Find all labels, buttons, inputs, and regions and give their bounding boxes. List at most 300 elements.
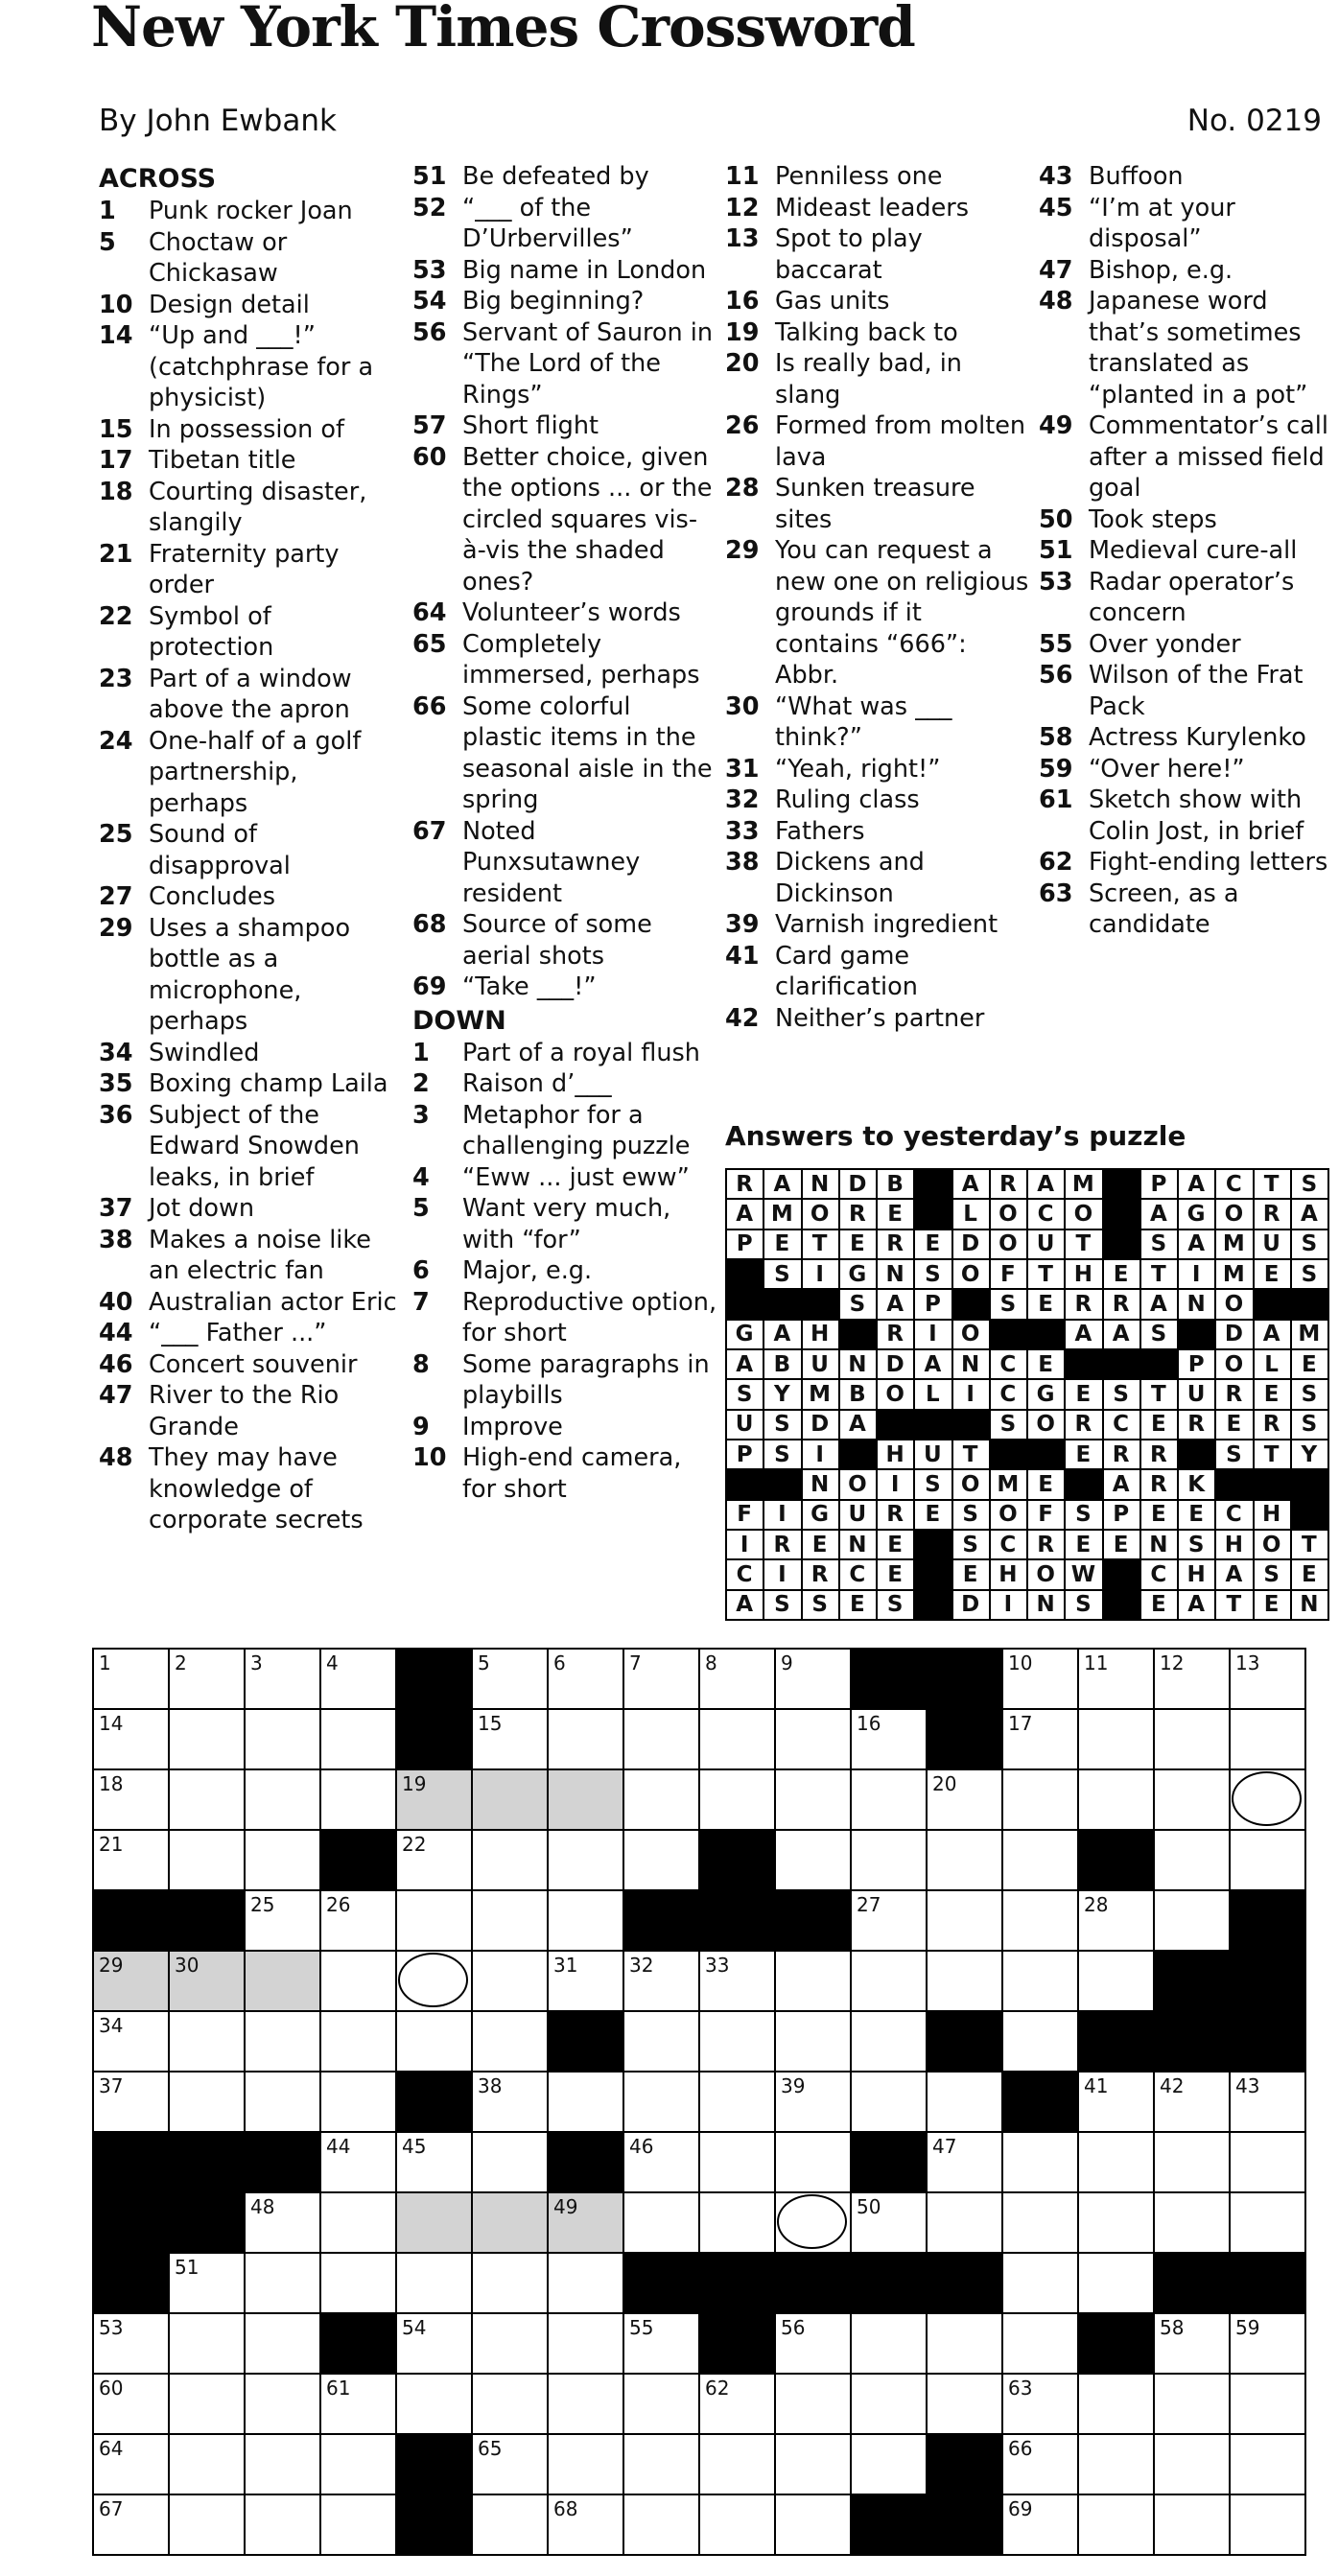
grid-cell[interactable] xyxy=(245,2374,320,2434)
grid-cell[interactable] xyxy=(623,2072,699,2132)
grid-cell[interactable] xyxy=(396,2192,472,2253)
grid-cell[interactable] xyxy=(169,2313,245,2374)
grid-cell[interactable] xyxy=(320,2374,396,2434)
grid-cell[interactable] xyxy=(775,2072,851,2132)
clue-number: 27 xyxy=(99,882,133,911)
grid-cell[interactable] xyxy=(1078,1649,1154,1709)
grid-cell[interactable] xyxy=(1230,2313,1305,2374)
grid-cell[interactable] xyxy=(472,2072,548,2132)
answer-row xyxy=(726,1199,1328,1229)
answer-letter: E xyxy=(1027,1349,1065,1379)
grid-cell[interactable] xyxy=(1002,2011,1078,2072)
grid-cell[interactable] xyxy=(699,2011,775,2072)
answer-black-square xyxy=(1103,1590,1140,1620)
grid-cell[interactable] xyxy=(548,2494,623,2555)
grid-cell[interactable] xyxy=(320,1890,396,1951)
grid-cell[interactable] xyxy=(623,1709,699,1769)
answer-black-square xyxy=(802,1289,839,1319)
grid-cell[interactable] xyxy=(320,1649,396,1709)
grid-cell[interactable] xyxy=(548,2072,623,2132)
grid-cell[interactable] xyxy=(699,2494,775,2555)
grid-cell[interactable] xyxy=(1154,1649,1230,1709)
grid-cell[interactable] xyxy=(1002,2494,1078,2555)
grid-cell[interactable] xyxy=(472,2253,548,2313)
grid-cell[interactable] xyxy=(320,2494,396,2555)
grid-row xyxy=(93,2494,1305,2555)
grid-cell[interactable] xyxy=(93,2494,169,2555)
answer-letter: G xyxy=(726,1320,763,1349)
cell-number: 65 xyxy=(478,2437,503,2460)
circle-marker xyxy=(398,1953,468,2007)
answer-letter: P xyxy=(1140,1169,1178,1199)
answer-letter: E xyxy=(1065,1440,1102,1469)
grid-cell[interactable] xyxy=(775,1830,851,1890)
clue-down-59 xyxy=(1039,754,1339,785)
answer-letter: S xyxy=(952,1500,990,1530)
grid-cell[interactable] xyxy=(623,1830,699,1890)
grid-cell[interactable] xyxy=(93,1951,169,2011)
answer-letter: F xyxy=(990,1259,1027,1289)
grid-cell[interactable] xyxy=(93,2374,169,2434)
grid-cell[interactable] xyxy=(851,2313,927,2374)
grid-cell[interactable] xyxy=(320,2011,396,2072)
answer-letter: C xyxy=(1215,1169,1253,1199)
clue-text: Spot to play baccarat xyxy=(775,224,923,285)
grid-cell[interactable] xyxy=(1154,2072,1230,2132)
grid-cell[interactable] xyxy=(699,2374,775,2434)
grid-cell[interactable] xyxy=(623,2494,699,2555)
clue-text: Dickens and Dickinson xyxy=(775,848,925,908)
grid-cell[interactable] xyxy=(623,2192,699,2253)
clue-text: Jot down xyxy=(149,1194,255,1223)
clue-across-21 xyxy=(99,539,404,601)
clue-down-33 xyxy=(725,816,1030,848)
grid-cell[interactable] xyxy=(548,1890,623,1951)
grid-cell[interactable] xyxy=(169,2011,245,2072)
grid-cell[interactable] xyxy=(851,2374,927,2434)
grid-cell[interactable] xyxy=(775,1951,851,2011)
grid-cell[interactable] xyxy=(93,2011,169,2072)
clue-down-26 xyxy=(725,410,1030,473)
answer-black-square xyxy=(839,1320,877,1349)
black-square xyxy=(169,2132,245,2192)
grid-cell[interactable] xyxy=(245,2434,320,2494)
grid-cell[interactable] xyxy=(1078,2434,1154,2494)
grid-cell[interactable] xyxy=(396,2313,472,2374)
grid-cell[interactable] xyxy=(775,1649,851,1709)
grid-cell[interactable] xyxy=(699,2434,775,2494)
grid-cell[interactable] xyxy=(851,1769,927,1830)
clue-across-14 xyxy=(99,320,404,414)
grid-cell[interactable] xyxy=(1078,1709,1154,1769)
grid-cell[interactable] xyxy=(548,2192,623,2253)
grid-cell[interactable] xyxy=(548,2253,623,2313)
grid-cell[interactable] xyxy=(472,2313,548,2374)
grid-cell[interactable] xyxy=(851,2434,927,2494)
grid-cell[interactable] xyxy=(1002,1830,1078,1890)
clue-text: Big name in London xyxy=(462,255,707,285)
grid-cell[interactable] xyxy=(169,2494,245,2555)
cell-number: 9 xyxy=(781,1651,793,1674)
grid-cell[interactable] xyxy=(245,2313,320,2374)
grid-cell[interactable] xyxy=(1078,2132,1154,2192)
clue-number: 20 xyxy=(725,349,760,378)
grid-cell[interactable] xyxy=(623,2434,699,2494)
grid-cell[interactable] xyxy=(927,1890,1002,1951)
answer-letter: E xyxy=(914,1229,951,1259)
grid-cell[interactable] xyxy=(169,2374,245,2434)
grid-cell[interactable] xyxy=(169,2072,245,2132)
clue-number: 33 xyxy=(725,816,760,846)
grid-cell[interactable] xyxy=(623,2132,699,2192)
grid-cell[interactable] xyxy=(472,1830,548,1890)
grid-cell[interactable] xyxy=(472,1649,548,1709)
grid-cell[interactable] xyxy=(1078,1769,1154,1830)
grid-cell[interactable] xyxy=(548,1709,623,1769)
grid-cell[interactable] xyxy=(927,1951,1002,2011)
black-square xyxy=(1230,2253,1305,2313)
answer-letter: G xyxy=(1178,1199,1215,1229)
grid-cell[interactable] xyxy=(93,2313,169,2374)
grid-cell[interactable] xyxy=(1002,2434,1078,2494)
grid-cell[interactable] xyxy=(699,1709,775,1769)
answer-letter: S xyxy=(1291,1229,1328,1259)
black-square xyxy=(1230,1951,1305,2011)
grid-cell[interactable] xyxy=(93,1649,169,1709)
black-square xyxy=(93,2192,169,2253)
grid-cell[interactable] xyxy=(927,2072,1002,2132)
grid-cell[interactable] xyxy=(1078,1951,1154,2011)
answer-letter: D xyxy=(802,1410,839,1440)
cell-number: 60 xyxy=(99,2377,124,2400)
grid-cell[interactable] xyxy=(548,1830,623,1890)
answer-letter: E xyxy=(952,1559,990,1589)
grid-cell[interactable] xyxy=(1154,1769,1230,1830)
grid-cell[interactable] xyxy=(927,1830,1002,1890)
clue-text: Big beginning? xyxy=(462,287,645,316)
grid-cell[interactable] xyxy=(1154,2192,1230,2253)
grid-cell[interactable] xyxy=(472,1951,548,2011)
grid-cell[interactable] xyxy=(169,1951,245,2011)
grid-cell[interactable] xyxy=(548,2313,623,2374)
grid-cell[interactable] xyxy=(472,2374,548,2434)
clue-number: 66 xyxy=(412,691,447,721)
clue-down-48 xyxy=(1039,286,1339,410)
clue-across-52 xyxy=(412,193,717,255)
answer-letter: U xyxy=(1027,1229,1065,1259)
answer-black-square xyxy=(1178,1440,1215,1469)
grid-cell[interactable] xyxy=(1002,1709,1078,1769)
grid-cell[interactable] xyxy=(775,2132,851,2192)
grid-cell[interactable] xyxy=(169,1649,245,1709)
grid-cell[interactable] xyxy=(851,2072,927,2132)
grid-cell[interactable] xyxy=(472,2132,548,2192)
grid-cell[interactable] xyxy=(1078,2072,1154,2132)
answer-row xyxy=(726,1259,1328,1289)
grid-cell[interactable] xyxy=(245,1649,320,1709)
grid-cell[interactable] xyxy=(93,2072,169,2132)
grid-cell[interactable] xyxy=(320,2192,396,2253)
grid-cell[interactable] xyxy=(927,2132,1002,2192)
clue-number: 47 xyxy=(1039,255,1073,285)
grid-cell[interactable] xyxy=(699,1951,775,2011)
cell-number: 31 xyxy=(553,1954,578,1977)
grid-cell[interactable] xyxy=(699,1649,775,1709)
grid-cell[interactable] xyxy=(851,1830,927,1890)
grid-cell[interactable] xyxy=(93,2434,169,2494)
grid-cell[interactable] xyxy=(1230,2132,1305,2192)
grid-cell[interactable] xyxy=(245,1951,320,2011)
grid-cell[interactable] xyxy=(320,2072,396,2132)
answer-letter: P xyxy=(914,1289,951,1319)
grid-cell[interactable] xyxy=(1154,2374,1230,2434)
grid-cell[interactable] xyxy=(93,1769,169,1830)
grid-cell[interactable] xyxy=(1002,1649,1078,1709)
grid-cell[interactable] xyxy=(1154,1890,1230,1951)
answer-letter: R xyxy=(1103,1440,1140,1469)
answer-letter: D xyxy=(952,1590,990,1620)
cell-number: 6 xyxy=(553,1651,566,1674)
grid-cell[interactable] xyxy=(623,2374,699,2434)
grid-cell[interactable] xyxy=(1230,2494,1305,2555)
answer-letter: O xyxy=(802,1199,839,1229)
grid-cell[interactable] xyxy=(1002,2253,1078,2313)
grid-cell[interactable] xyxy=(396,1890,472,1951)
grid-cell[interactable] xyxy=(851,1709,927,1769)
clue-text: “I’m at your disposal” xyxy=(1089,193,1235,253)
grid-cell[interactable] xyxy=(1078,2253,1154,2313)
clue-text: Choctaw or Chickasaw xyxy=(149,227,288,288)
answer-letter: E xyxy=(1065,1530,1102,1559)
grid-cell[interactable] xyxy=(1078,1890,1154,1951)
grid-cell[interactable] xyxy=(1002,2374,1078,2434)
grid-cell[interactable] xyxy=(775,1709,851,1769)
answer-black-square xyxy=(1065,1469,1102,1499)
grid-cell[interactable] xyxy=(245,2011,320,2072)
answer-letter: M xyxy=(990,1469,1027,1499)
grid-cell[interactable] xyxy=(927,2313,1002,2374)
answer-letter: E xyxy=(763,1229,801,1259)
grid-cell[interactable] xyxy=(775,2494,851,2555)
answer-letter: N xyxy=(839,1530,877,1559)
answer-row xyxy=(726,1289,1328,1319)
black-square xyxy=(1078,2313,1154,2374)
grid-cell[interactable] xyxy=(245,2072,320,2132)
grid-cell[interactable] xyxy=(472,1769,548,1830)
grid-cell[interactable] xyxy=(245,1830,320,1890)
grid-cell[interactable] xyxy=(1002,1890,1078,1951)
grid-cell[interactable] xyxy=(775,2192,851,2253)
answer-letter: U xyxy=(1254,1229,1291,1259)
grid-cell[interactable] xyxy=(169,1709,245,1769)
clue-number: 30 xyxy=(725,691,760,721)
answer-letter: A xyxy=(1178,1590,1215,1620)
answer-letter: T xyxy=(1254,1440,1291,1469)
grid-cell[interactable] xyxy=(623,2011,699,2072)
clue-number: 26 xyxy=(725,411,760,440)
answer-letter: L xyxy=(914,1379,951,1409)
answer-letter: E xyxy=(877,1559,914,1589)
clue-text: Noted Punxsutawney resident xyxy=(462,816,641,908)
grid-cell[interactable] xyxy=(1002,2192,1078,2253)
answer-letter: R xyxy=(1215,1379,1253,1409)
grid-cell[interactable] xyxy=(1230,2374,1305,2434)
grid-cell[interactable] xyxy=(396,2374,472,2434)
grid-cell[interactable] xyxy=(1154,2434,1230,2494)
grid-cell[interactable] xyxy=(396,2011,472,2072)
grid-cell[interactable] xyxy=(1154,2494,1230,2555)
grid-cell[interactable] xyxy=(851,1951,927,2011)
clue-number: 43 xyxy=(1039,162,1073,191)
grid-cell[interactable] xyxy=(320,1951,396,2011)
answer-letter: H xyxy=(802,1320,839,1349)
grid-cell[interactable] xyxy=(320,1709,396,1769)
grid-cell[interactable] xyxy=(927,2374,1002,2434)
cell-number: 50 xyxy=(857,2195,881,2218)
black-square xyxy=(927,2434,1002,2494)
grid-cell[interactable] xyxy=(548,2434,623,2494)
grid-cell[interactable] xyxy=(169,2434,245,2494)
grid-cell[interactable] xyxy=(775,2011,851,2072)
grid-cell[interactable] xyxy=(245,2253,320,2313)
grid-cell[interactable] xyxy=(851,2011,927,2072)
grid-cell[interactable] xyxy=(699,1769,775,1830)
grid-cell[interactable] xyxy=(851,1890,927,1951)
grid-cell[interactable] xyxy=(1002,1769,1078,1830)
answer-letter: A xyxy=(726,1199,763,1229)
grid-cell[interactable] xyxy=(320,2434,396,2494)
grid-cell[interactable] xyxy=(245,1769,320,1830)
grid-cell[interactable] xyxy=(320,1769,396,1830)
grid-cell[interactable] xyxy=(245,2192,320,2253)
grid-cell[interactable] xyxy=(548,1769,623,1830)
grid-cell[interactable] xyxy=(775,2313,851,2374)
grid-cell[interactable] xyxy=(1230,2434,1305,2494)
grid-cell[interactable] xyxy=(548,1649,623,1709)
grid-cell[interactable] xyxy=(1230,2192,1305,2253)
circle-marker xyxy=(777,2194,847,2249)
grid-cell[interactable] xyxy=(396,1951,472,2011)
grid-cell[interactable] xyxy=(775,2374,851,2434)
grid-cell[interactable] xyxy=(1002,2132,1078,2192)
answer-letter: F xyxy=(726,1500,763,1530)
grid-cell[interactable] xyxy=(699,2192,775,2253)
grid-cell[interactable] xyxy=(1154,1709,1230,1769)
grid-cell[interactable] xyxy=(1230,1830,1305,1890)
grid-cell[interactable] xyxy=(1002,1951,1078,2011)
grid-cell[interactable] xyxy=(699,2072,775,2132)
grid-cell[interactable] xyxy=(320,2253,396,2313)
grid-cell[interactable] xyxy=(93,1709,169,1769)
grid-cell[interactable] xyxy=(245,1709,320,1769)
answer-letter: A xyxy=(1103,1469,1140,1499)
grid-cell[interactable] xyxy=(245,2494,320,2555)
grid-cell[interactable] xyxy=(169,1769,245,1830)
clue-text: Talking back to xyxy=(775,317,958,347)
clue-down-53 xyxy=(1039,567,1339,629)
grid-cell[interactable] xyxy=(775,1769,851,1830)
grid-cell[interactable] xyxy=(775,2434,851,2494)
grid-cell[interactable] xyxy=(1154,1830,1230,1890)
grid-cell[interactable] xyxy=(396,1830,472,1890)
grid-cell[interactable] xyxy=(1230,1649,1305,1709)
grid-cell[interactable] xyxy=(472,2494,548,2555)
grid-cell[interactable] xyxy=(320,2132,396,2192)
grid-cell[interactable] xyxy=(1230,2072,1305,2132)
answer-letter: R xyxy=(877,1320,914,1349)
grid-cell[interactable] xyxy=(396,1769,472,1830)
answer-letter: G xyxy=(802,1500,839,1530)
clue-down-19 xyxy=(725,317,1030,349)
grid-row xyxy=(93,2434,1305,2494)
grid-cell[interactable] xyxy=(851,2192,927,2253)
grid-cell[interactable] xyxy=(623,2313,699,2374)
grid-cell[interactable] xyxy=(396,2253,472,2313)
grid-cell[interactable] xyxy=(548,2374,623,2434)
grid-cell[interactable] xyxy=(93,1830,169,1890)
answer-letter: T xyxy=(1065,1229,1102,1259)
clue-number: 24 xyxy=(99,726,133,756)
grid-cell[interactable] xyxy=(1154,2132,1230,2192)
grid-cell[interactable] xyxy=(396,2132,472,2192)
answer-black-square xyxy=(990,1320,1027,1349)
clue-column-1 xyxy=(99,161,404,1536)
grid-cell[interactable] xyxy=(472,1709,548,1769)
grid-cell[interactable] xyxy=(1078,2192,1154,2253)
grid-cell[interactable] xyxy=(1230,1709,1305,1769)
clue-text: Punk rocker Joan xyxy=(149,197,353,225)
grid-cell[interactable] xyxy=(472,2434,548,2494)
answer-letter: A xyxy=(1027,1169,1065,1199)
grid-cell[interactable] xyxy=(1002,2313,1078,2374)
clue-number: 49 xyxy=(1039,411,1073,440)
answer-letter: R xyxy=(1140,1440,1178,1469)
grid-cell[interactable] xyxy=(623,1769,699,1830)
answer-row xyxy=(726,1590,1328,1620)
grid-cell[interactable] xyxy=(1154,2313,1230,2374)
grid-cell[interactable] xyxy=(472,2011,548,2072)
grid-cell[interactable] xyxy=(169,2253,245,2313)
answer-letter: A xyxy=(877,1289,914,1319)
grid-cell[interactable] xyxy=(245,1890,320,1951)
answer-letter: N xyxy=(1140,1530,1178,1559)
clue-down-28 xyxy=(725,473,1030,535)
clue-number: 36 xyxy=(99,1100,133,1130)
grid-cell[interactable] xyxy=(472,1890,548,1951)
grid-cell[interactable] xyxy=(927,1769,1002,1830)
clue-across-1 xyxy=(99,196,404,227)
grid-cell[interactable] xyxy=(1078,2494,1154,2555)
grid-cell[interactable] xyxy=(1230,1769,1305,1830)
grid-cell[interactable] xyxy=(548,1951,623,2011)
grid-cell[interactable] xyxy=(472,2192,548,2253)
answer-letter: E xyxy=(1254,1590,1291,1620)
answer-row xyxy=(726,1320,1328,1349)
clue-number: 50 xyxy=(1039,504,1073,534)
answer-black-square xyxy=(726,1289,763,1319)
grid-cell[interactable] xyxy=(623,1649,699,1709)
grid-cell[interactable] xyxy=(1078,2374,1154,2434)
grid-row xyxy=(93,2072,1305,2132)
cell-number: 29 xyxy=(99,1954,124,1977)
black-square xyxy=(775,2253,851,2313)
grid-cell[interactable] xyxy=(699,2132,775,2192)
grid-cell[interactable] xyxy=(169,1830,245,1890)
grid-cell[interactable] xyxy=(623,1951,699,2011)
answer-letter: A xyxy=(1140,1199,1178,1229)
grid-cell[interactable] xyxy=(927,2192,1002,2253)
answer-letter: Y xyxy=(763,1379,801,1409)
